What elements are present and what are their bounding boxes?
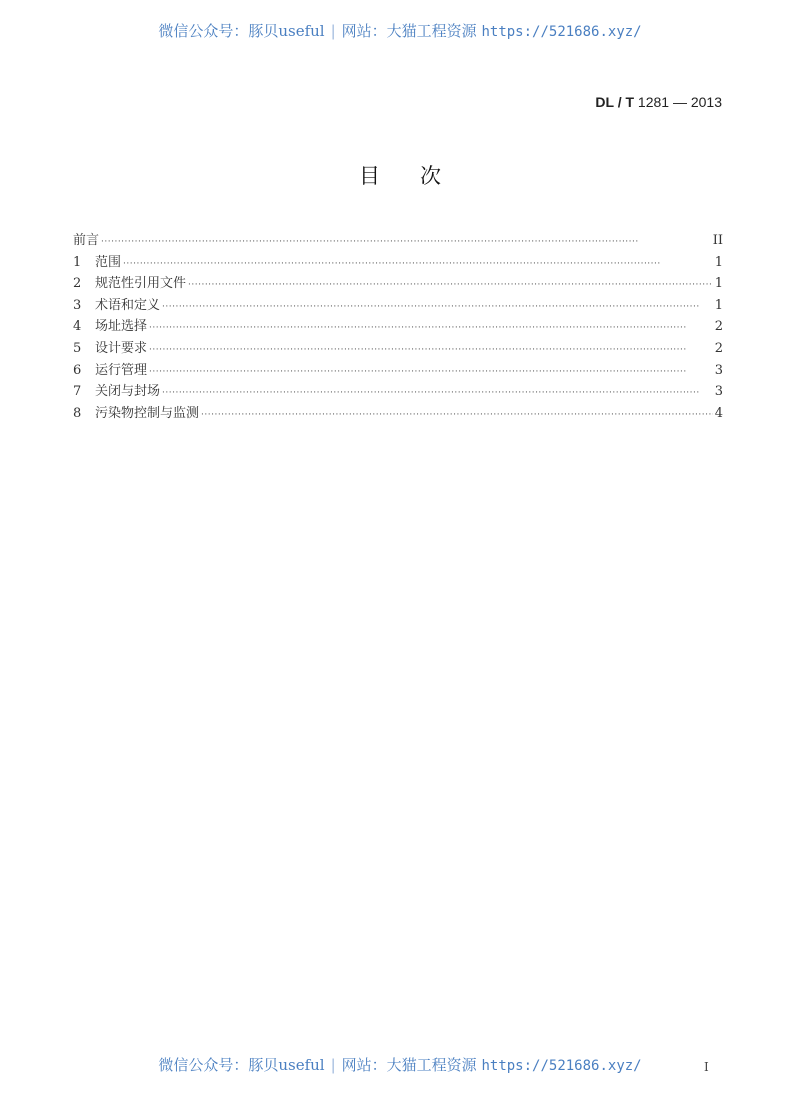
toc-entry[interactable] bbox=[73, 294, 723, 316]
toc-entry-number: 3 bbox=[73, 297, 82, 313]
watermark-top bbox=[0, 20, 800, 41]
watermark-url[interactable]: https://521686.xyz/ bbox=[481, 1058, 642, 1074]
toc-entry-label: 场址选择 bbox=[95, 319, 148, 335]
toc-entry-page: 2 bbox=[714, 319, 723, 335]
toc-entry-label: 关闭与封场 bbox=[95, 384, 161, 400]
toc-leader-dots bbox=[123, 259, 713, 269]
toc-entry-page: 1 bbox=[714, 276, 723, 292]
watermark-site: 网站：大猫工程资源 bbox=[341, 1056, 477, 1074]
doc-code-prefix: DL / T bbox=[595, 94, 635, 110]
toc-entry-number: 1 bbox=[73, 254, 82, 270]
toc-entry[interactable] bbox=[73, 229, 723, 251]
toc-entry-number: 4 bbox=[73, 319, 82, 335]
toc-entry-page: 1 bbox=[714, 297, 723, 313]
toc-entry-page: 4 bbox=[714, 405, 723, 421]
watermark-site: 网站：大猫工程资源 bbox=[341, 22, 477, 40]
toc-leader-dots bbox=[162, 388, 713, 398]
toc-leader-dots bbox=[162, 302, 713, 312]
toc-leader-dots bbox=[149, 367, 713, 377]
watermark-separator: | bbox=[330, 22, 336, 40]
toc-entry-label: 污染物控制与监测 bbox=[95, 405, 200, 421]
toc-entry-label: 设计要求 bbox=[95, 340, 148, 356]
toc-entry-label: 规范性引用文件 bbox=[95, 276, 187, 292]
toc-entry-page: 3 bbox=[714, 384, 723, 400]
document-code bbox=[595, 94, 722, 110]
watermark-wechat: 微信公众号：豚贝useful bbox=[158, 22, 325, 40]
toc-entry[interactable] bbox=[73, 402, 723, 424]
toc-entry-number: 7 bbox=[73, 384, 82, 400]
toc-leader-dots bbox=[201, 410, 713, 420]
toc-entry-label: 范围 bbox=[95, 254, 122, 270]
toc-entry[interactable] bbox=[73, 337, 723, 359]
table-of-contents bbox=[73, 229, 723, 423]
toc-entry-label: 运行管理 bbox=[95, 362, 148, 378]
toc-entry-label: 术语和定义 bbox=[95, 297, 161, 313]
toc-leader-dots bbox=[188, 280, 713, 290]
toc-entry-number: 2 bbox=[73, 276, 82, 292]
toc-leader-dots bbox=[101, 237, 711, 247]
toc-entry[interactable] bbox=[73, 359, 723, 381]
toc-entry[interactable] bbox=[73, 315, 723, 337]
watermark-wechat: 微信公众号：豚贝useful bbox=[158, 1056, 325, 1074]
page-title: 目次 bbox=[359, 164, 481, 188]
toc-entry-label: 前言 bbox=[73, 233, 100, 248]
toc-entry[interactable] bbox=[73, 380, 723, 402]
toc-entry-number: 5 bbox=[73, 340, 82, 356]
toc-entry-number: 8 bbox=[73, 405, 82, 421]
toc-leader-dots bbox=[149, 345, 713, 355]
toc-entry[interactable] bbox=[73, 272, 723, 294]
toc-entry[interactable] bbox=[73, 251, 723, 273]
watermark-bottom bbox=[0, 1054, 800, 1075]
toc-entry-page: 3 bbox=[714, 362, 723, 378]
toc-leader-dots bbox=[149, 323, 713, 333]
watermark-url[interactable]: https://521686.xyz/ bbox=[481, 24, 642, 40]
watermark-separator: | bbox=[330, 1056, 336, 1074]
toc-entry-number: 6 bbox=[73, 362, 82, 378]
doc-code-number: 1281 — 2013 bbox=[637, 94, 722, 110]
toc-entry-page: 1 bbox=[714, 254, 723, 270]
toc-entry-page: II bbox=[712, 233, 723, 248]
page-number: I bbox=[704, 1060, 709, 1074]
toc-entry-page: 2 bbox=[714, 340, 723, 356]
